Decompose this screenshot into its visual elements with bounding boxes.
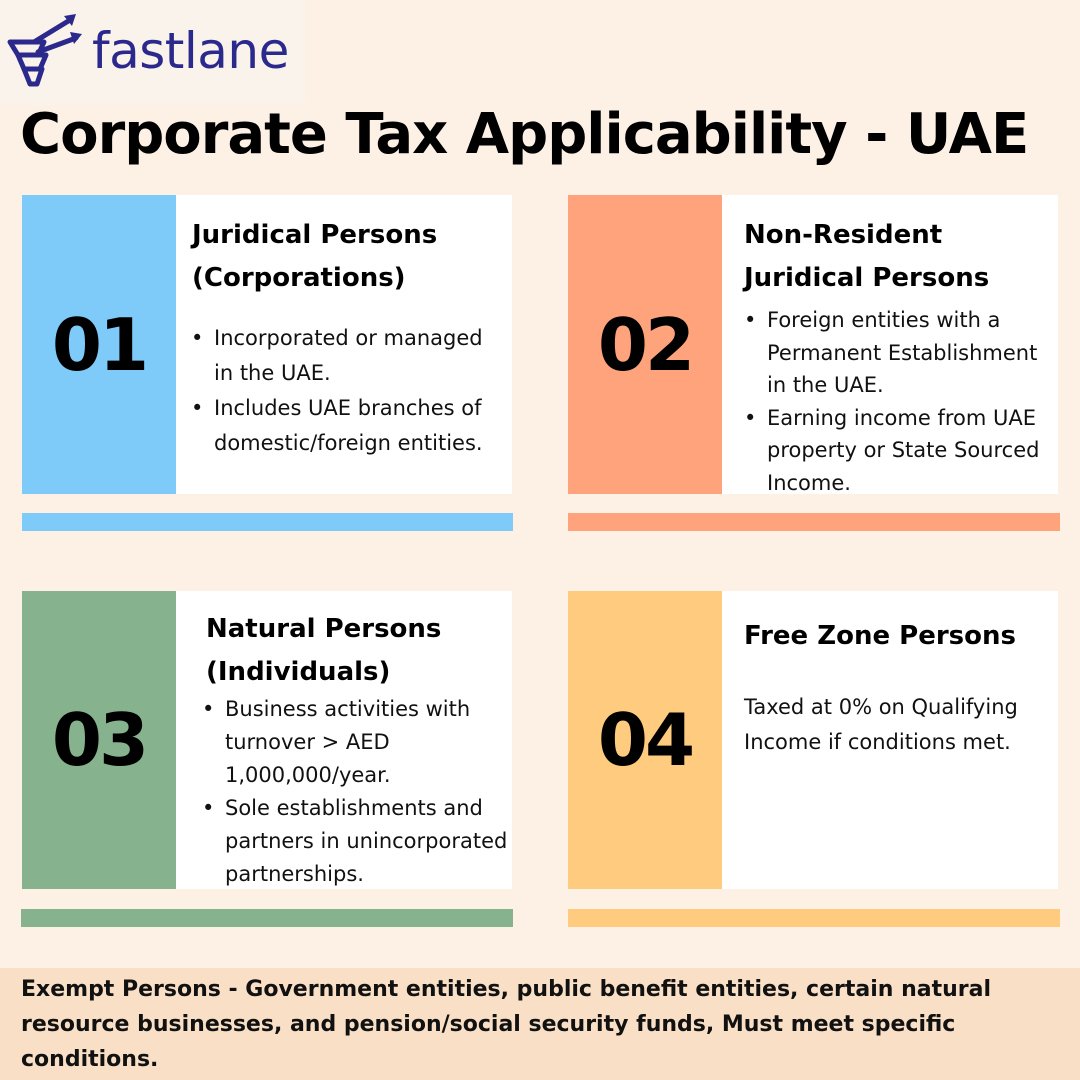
card-number: 04: [597, 698, 693, 782]
card-bullets: [191, 321, 483, 461]
card-underline-bar: [22, 513, 513, 531]
bullet-item: • Earning income from UAE property or State Sourced Income.: [744, 402, 1039, 495]
card-title: Non-Resident Juridical Persons: [744, 220, 990, 293]
card-bullets: [202, 693, 507, 889]
card-title: Free Zone Persons: [744, 621, 1016, 651]
fastlane-logo-icon: [4, 8, 84, 90]
bullet-item: • Foreign entities with a Permanent Establishment in the UAE.: [744, 304, 1039, 402]
bullet-item: • Sole establishments and partners in unincorporated partnerships.: [202, 792, 507, 889]
card-title: Natural Persons (Individuals): [206, 614, 442, 687]
card-number: 03: [51, 698, 147, 782]
card-content: [176, 195, 512, 494]
footer-text: Exempt Persons - Government entities, public benefit entities, certain natural resource businesses, and pension/social security funds, Must meet specific conditions.: [21, 977, 992, 1072]
bullet-item: • Business activities with turnover > AED 1,000,000/year.: [202, 693, 507, 792]
card-number-block: [568, 195, 722, 494]
card-bullets: [744, 304, 1039, 494]
card-content: [722, 591, 1058, 889]
card-natural-persons: [22, 591, 512, 889]
card-underline-bar: [21, 909, 513, 927]
bullet-item: • Includes UAE branches of domestic/foreign entities.: [191, 391, 483, 461]
card-content: [722, 195, 1058, 494]
card-number-block: [22, 195, 176, 494]
page-title: Corporate Tax Applicability - UAE: [20, 102, 1029, 167]
bullet-item: • Incorporated or managed in the UAE.: [191, 321, 483, 391]
card-content: [176, 591, 512, 889]
card-juridical-persons: [22, 195, 512, 494]
card-underline-bar: [568, 513, 1060, 531]
card-number: 02: [597, 302, 693, 387]
card-non-resident-juridical-persons: [568, 195, 1058, 494]
card-number-block: [22, 591, 176, 889]
card-description: Taxed at 0% on Qualifying Income if conditions met.: [744, 695, 1018, 754]
exempt-persons-footer: [0, 968, 1080, 1080]
logo: [0, 0, 305, 105]
card-number-block: [568, 591, 722, 889]
card-free-zone-persons: [568, 591, 1058, 889]
card-number: 01: [51, 302, 147, 387]
card-underline-bar: [568, 909, 1060, 927]
card-title: Juridical Persons (Corporations): [192, 220, 438, 293]
logo-text: fastlane: [92, 22, 289, 80]
